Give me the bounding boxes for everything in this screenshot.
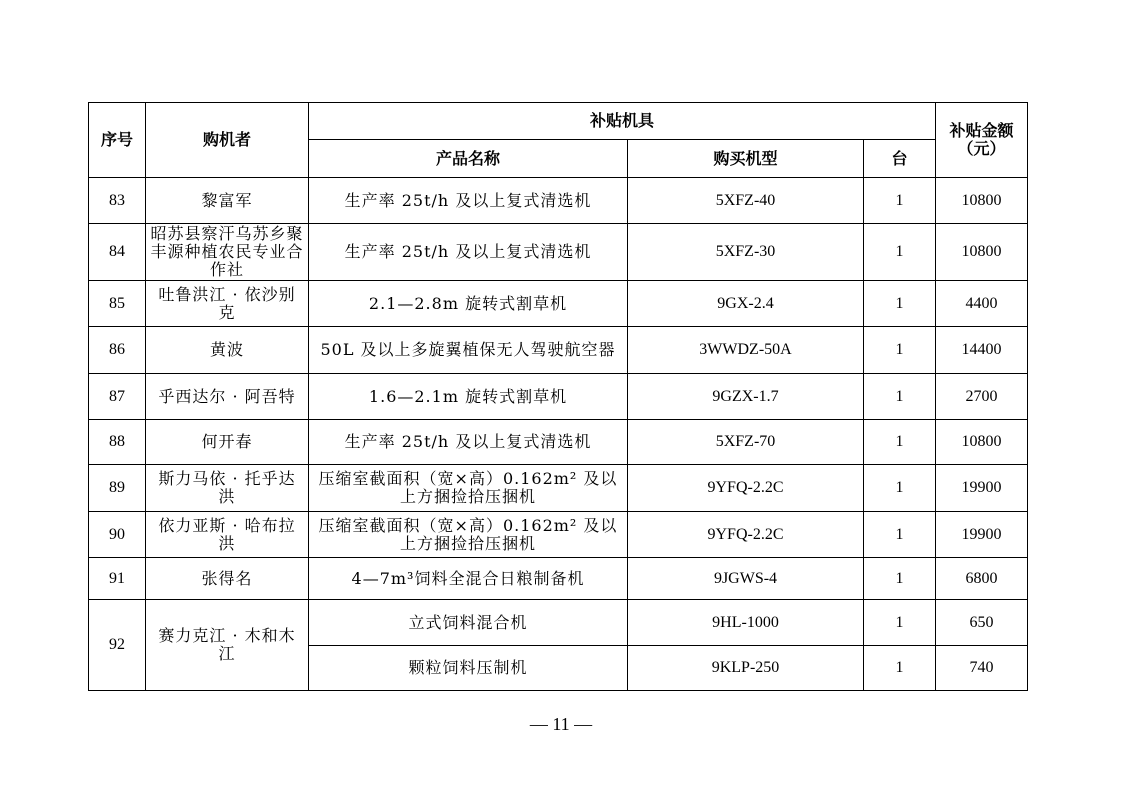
subsidy-table xyxy=(88,102,1028,691)
cell-buyer: 何开春 xyxy=(146,420,309,465)
cell-model: 9YFQ-2.2C xyxy=(628,465,864,512)
cell-product: 颗粒饲料压制机 xyxy=(309,646,628,691)
table-row xyxy=(89,512,1028,558)
cell-units: 1 xyxy=(864,374,936,420)
table-row xyxy=(89,465,1028,512)
table-row xyxy=(89,558,1028,600)
header-seq: 序号 xyxy=(89,103,146,178)
header-buyer: 购机者 xyxy=(146,103,309,178)
table-row xyxy=(89,420,1028,465)
cell-product: 4—7m³饲料全混合日粮制备机 xyxy=(309,558,628,600)
cell-product: 立式饲料混合机 xyxy=(309,600,628,646)
cell-seq: 83 xyxy=(89,178,146,224)
cell-seq: 90 xyxy=(89,512,146,558)
cell-product: 压缩室截面积（宽×高）0.162m² 及以上方捆捡拾压捆机 xyxy=(309,512,628,558)
cell-model: 5XFZ-40 xyxy=(628,178,864,224)
cell-amount: 14400 xyxy=(936,327,1028,374)
cell-seq: 85 xyxy=(89,281,146,327)
header-model: 购买机型 xyxy=(628,140,864,178)
table-row xyxy=(89,600,1028,646)
cell-seq: 84 xyxy=(89,224,146,281)
cell-amount: 6800 xyxy=(936,558,1028,600)
cell-buyer: 黄波 xyxy=(146,327,309,374)
cell-units: 1 xyxy=(864,600,936,646)
cell-model: 9HL-1000 xyxy=(628,600,864,646)
cell-units: 1 xyxy=(864,558,936,600)
cell-model: 9YFQ-2.2C xyxy=(628,512,864,558)
cell-amount: 19900 xyxy=(936,465,1028,512)
cell-amount: 10800 xyxy=(936,420,1028,465)
cell-buyer: 昭苏县察汗乌苏乡聚丰源种植农民专业合作社 xyxy=(146,224,309,281)
cell-seq: 86 xyxy=(89,327,146,374)
cell-buyer: 乎西达尔 · 阿吾特 xyxy=(146,374,309,420)
cell-units: 1 xyxy=(864,224,936,281)
header-amount: 补贴金额 （元） xyxy=(936,103,1028,178)
cell-buyer: 斯力马依 · 托乎达洪 xyxy=(146,465,309,512)
cell-amount: 4400 xyxy=(936,281,1028,327)
cell-model: 5XFZ-30 xyxy=(628,224,864,281)
header-units: 台 xyxy=(864,140,936,178)
cell-units: 1 xyxy=(864,420,936,465)
cell-units: 1 xyxy=(864,178,936,224)
table-body xyxy=(89,178,1028,691)
table-row xyxy=(89,374,1028,420)
cell-buyer: 吐鲁洪江 · 依沙别克 xyxy=(146,281,309,327)
cell-model: 9GX-2.4 xyxy=(628,281,864,327)
cell-units: 1 xyxy=(864,327,936,374)
cell-seq: 87 xyxy=(89,374,146,420)
table-row xyxy=(89,224,1028,281)
cell-buyer: 张得名 xyxy=(146,558,309,600)
cell-amount: 650 xyxy=(936,600,1028,646)
header-product-name: 产品名称 xyxy=(309,140,628,178)
table-row xyxy=(89,327,1028,374)
header-machine-group: 补贴机具 xyxy=(309,103,936,140)
cell-units: 1 xyxy=(864,646,936,691)
cell-buyer: 黎富军 xyxy=(146,178,309,224)
table-row xyxy=(89,178,1028,224)
cell-buyer: 依力亚斯 · 哈布拉洪 xyxy=(146,512,309,558)
cell-model: 3WWDZ-50A xyxy=(628,327,864,374)
cell-seq: 91 xyxy=(89,558,146,600)
cell-amount: 2700 xyxy=(936,374,1028,420)
cell-units: 1 xyxy=(864,281,936,327)
cell-product: 1.6—2.1m 旋转式割草机 xyxy=(309,374,628,420)
cell-product: 生产率 25t/h 及以上复式清选机 xyxy=(309,178,628,224)
page-number: — 11 — xyxy=(529,714,593,734)
cell-product: 生产率 25t/h 及以上复式清选机 xyxy=(309,224,628,281)
cell-product: 2.1—2.8m 旋转式割草机 xyxy=(309,281,628,327)
cell-product: 生产率 25t/h 及以上复式清选机 xyxy=(309,420,628,465)
cell-product: 50L 及以上多旋翼植保无人驾驶航空器 xyxy=(309,327,628,374)
cell-amount: 10800 xyxy=(936,178,1028,224)
cell-amount: 10800 xyxy=(936,224,1028,281)
cell-seq: 92 xyxy=(89,600,146,691)
cell-units: 1 xyxy=(864,465,936,512)
cell-seq: 89 xyxy=(89,465,146,512)
cell-model: 9JGWS-4 xyxy=(628,558,864,600)
cell-model: 9KLP-250 xyxy=(628,646,864,691)
cell-amount: 740 xyxy=(936,646,1028,691)
cell-amount: 19900 xyxy=(936,512,1028,558)
cell-units: 1 xyxy=(864,512,936,558)
cell-model: 5XFZ-70 xyxy=(628,420,864,465)
cell-model: 9GZX-1.7 xyxy=(628,374,864,420)
cell-product: 压缩室截面积（宽×高）0.162m² 及以上方捆捡拾压捆机 xyxy=(309,465,628,512)
table-row xyxy=(89,281,1028,327)
cell-buyer: 赛力克江 · 木和木江 xyxy=(146,600,309,691)
cell-seq: 88 xyxy=(89,420,146,465)
